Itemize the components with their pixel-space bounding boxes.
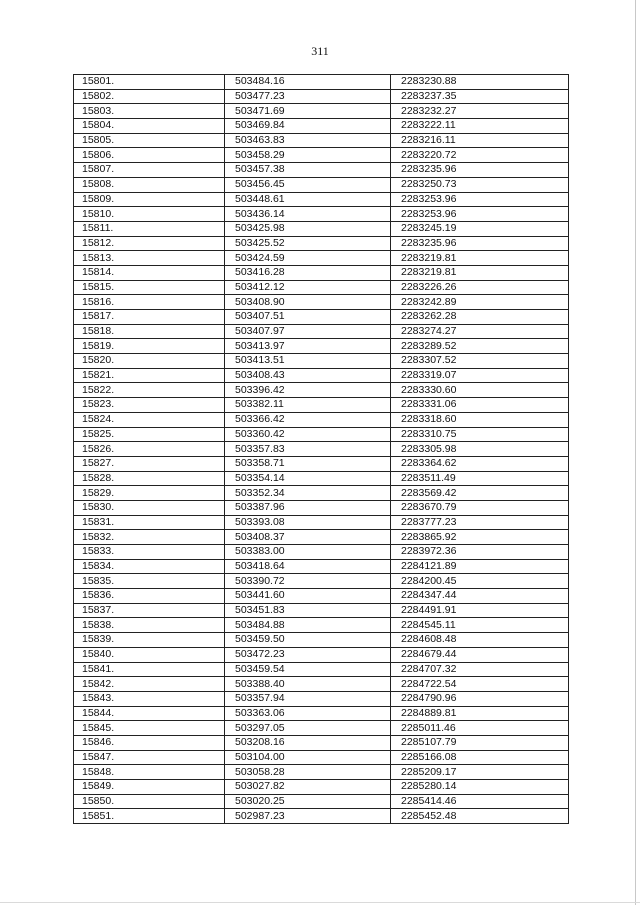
- point-id-cell: 15802.: [74, 89, 225, 104]
- y-coordinate-cell: 2283319.07: [391, 368, 569, 383]
- y-coordinate-cell: 2283253.96: [391, 192, 569, 207]
- point-id-cell: 15833.: [74, 545, 225, 560]
- x-coordinate-cell: 503413.51: [225, 354, 391, 369]
- point-id-cell: 15845.: [74, 721, 225, 736]
- y-coordinate-cell: 2283245.19: [391, 221, 569, 236]
- x-coordinate-cell: 503388.40: [225, 677, 391, 692]
- y-coordinate-cell: 2285209.17: [391, 765, 569, 780]
- table-row: [74, 735, 569, 750]
- y-coordinate-cell: 2283235.96: [391, 236, 569, 251]
- x-coordinate-cell: 503357.94: [225, 691, 391, 706]
- table-row: [74, 412, 569, 427]
- x-coordinate-cell: 503390.72: [225, 574, 391, 589]
- x-coordinate-cell: 503408.37: [225, 530, 391, 545]
- table-row: [74, 721, 569, 736]
- point-id-cell: 15815.: [74, 280, 225, 295]
- point-id-cell: 15842.: [74, 677, 225, 692]
- point-id-cell: 15813.: [74, 251, 225, 266]
- x-coordinate-cell: 503441.60: [225, 589, 391, 604]
- y-coordinate-cell: 2284707.32: [391, 662, 569, 677]
- y-coordinate-cell: 2283569.42: [391, 486, 569, 501]
- y-coordinate-cell: 2283310.75: [391, 427, 569, 442]
- y-coordinate-cell: 2283262.28: [391, 310, 569, 325]
- point-id-cell: 15834.: [74, 559, 225, 574]
- point-id-cell: 15827.: [74, 456, 225, 471]
- y-coordinate-cell: 2284679.44: [391, 647, 569, 662]
- y-coordinate-cell: 2283219.81: [391, 251, 569, 266]
- point-id-cell: 15836.: [74, 589, 225, 604]
- y-coordinate-cell: 2283219.81: [391, 265, 569, 280]
- point-id-cell: 15820.: [74, 354, 225, 369]
- x-coordinate-cell: 503020.25: [225, 794, 391, 809]
- point-id-cell: 15814.: [74, 265, 225, 280]
- table-row: [74, 589, 569, 604]
- table-row: [74, 530, 569, 545]
- x-coordinate-cell: 503424.59: [225, 251, 391, 266]
- table-row: [74, 706, 569, 721]
- y-coordinate-cell: 2283220.72: [391, 148, 569, 163]
- point-id-cell: 15831.: [74, 515, 225, 530]
- y-coordinate-cell: 2283307.52: [391, 354, 569, 369]
- table-row: [74, 148, 569, 163]
- x-coordinate-cell: 503418.64: [225, 559, 391, 574]
- table-row: [74, 354, 569, 369]
- table-row: [74, 662, 569, 677]
- point-id-cell: 15839.: [74, 633, 225, 648]
- point-id-cell: 15812.: [74, 236, 225, 251]
- table-row: [74, 809, 569, 824]
- y-coordinate-cell: 2283318.60: [391, 412, 569, 427]
- table-row: [74, 633, 569, 648]
- x-coordinate-cell: 503396.42: [225, 383, 391, 398]
- table-row: [74, 442, 569, 457]
- table-row: [74, 265, 569, 280]
- point-id-cell: 15806.: [74, 148, 225, 163]
- point-id-cell: 15841.: [74, 662, 225, 677]
- table-row: [74, 75, 569, 90]
- point-id-cell: 15846.: [74, 735, 225, 750]
- y-coordinate-cell: 2283670.79: [391, 500, 569, 515]
- y-coordinate-cell: 2285452.48: [391, 809, 569, 824]
- table-row: [74, 486, 569, 501]
- table-row: [74, 324, 569, 339]
- x-coordinate-cell: 503484.16: [225, 75, 391, 90]
- x-coordinate-cell: 503408.90: [225, 295, 391, 310]
- table-row: [74, 574, 569, 589]
- y-coordinate-cell: 2283865.92: [391, 530, 569, 545]
- y-coordinate-cell: 2283216.11: [391, 133, 569, 148]
- y-coordinate-cell: 2284722.54: [391, 677, 569, 692]
- x-coordinate-cell: 503407.97: [225, 324, 391, 339]
- x-coordinate-cell: 503382.11: [225, 398, 391, 413]
- x-coordinate-cell: 503448.61: [225, 192, 391, 207]
- table-row: [74, 310, 569, 325]
- x-coordinate-cell: 503393.08: [225, 515, 391, 530]
- x-coordinate-cell: 503297.05: [225, 721, 391, 736]
- x-coordinate-cell: 503436.14: [225, 207, 391, 222]
- y-coordinate-cell: 2285166.08: [391, 750, 569, 765]
- page-number: 311: [311, 44, 329, 58]
- x-coordinate-cell: 503477.23: [225, 89, 391, 104]
- y-coordinate-cell: 2284121.89: [391, 559, 569, 574]
- table-row: [74, 280, 569, 295]
- x-coordinate-cell: 503208.16: [225, 735, 391, 750]
- y-coordinate-cell: 2283364.62: [391, 456, 569, 471]
- point-id-cell: 15821.: [74, 368, 225, 383]
- y-coordinate-cell: 2283222.11: [391, 119, 569, 134]
- y-coordinate-cell: 2283253.96: [391, 207, 569, 222]
- point-id-cell: 15807.: [74, 163, 225, 178]
- point-id-cell: 15830.: [74, 500, 225, 515]
- y-coordinate-cell: 2284889.81: [391, 706, 569, 721]
- x-coordinate-cell: 503104.00: [225, 750, 391, 765]
- point-id-cell: 15849.: [74, 780, 225, 795]
- point-id-cell: 15817.: [74, 310, 225, 325]
- point-id-cell: 15808.: [74, 177, 225, 192]
- point-id-cell: 15848.: [74, 765, 225, 780]
- table-row: [74, 559, 569, 574]
- point-id-cell: 15824.: [74, 412, 225, 427]
- x-coordinate-cell: 503471.69: [225, 104, 391, 119]
- table-row: [74, 691, 569, 706]
- x-coordinate-cell: 503363.06: [225, 706, 391, 721]
- table-row: [74, 383, 569, 398]
- table-row: [74, 295, 569, 310]
- coordinates-table-body: [74, 75, 569, 824]
- point-id-cell: 15850.: [74, 794, 225, 809]
- x-coordinate-cell: 503366.42: [225, 412, 391, 427]
- x-coordinate-cell: 502987.23: [225, 809, 391, 824]
- y-coordinate-cell: 2283777.23: [391, 515, 569, 530]
- y-coordinate-cell: 2284347.44: [391, 589, 569, 604]
- point-id-cell: 15832.: [74, 530, 225, 545]
- table-row: [74, 647, 569, 662]
- table-row: [74, 456, 569, 471]
- table-row: [74, 545, 569, 560]
- x-coordinate-cell: 503058.28: [225, 765, 391, 780]
- y-coordinate-cell: 2285011.46: [391, 721, 569, 736]
- table-row: [74, 750, 569, 765]
- table-row: [74, 398, 569, 413]
- point-id-cell: 15847.: [74, 750, 225, 765]
- x-coordinate-cell: 503459.54: [225, 662, 391, 677]
- y-coordinate-cell: 2283235.96: [391, 163, 569, 178]
- table-row: [74, 177, 569, 192]
- y-coordinate-cell: 2283511.49: [391, 471, 569, 486]
- table-row: [74, 471, 569, 486]
- x-coordinate-cell: 503412.12: [225, 280, 391, 295]
- table-row: [74, 339, 569, 354]
- y-coordinate-cell: 2283331.06: [391, 398, 569, 413]
- y-coordinate-cell: 2283230.88: [391, 75, 569, 90]
- x-coordinate-cell: 503456.45: [225, 177, 391, 192]
- y-coordinate-cell: 2285280.14: [391, 780, 569, 795]
- y-coordinate-cell: 2283237.35: [391, 89, 569, 104]
- point-id-cell: 15822.: [74, 383, 225, 398]
- y-coordinate-cell: 2283330.60: [391, 383, 569, 398]
- table-row: [74, 368, 569, 383]
- point-id-cell: 15837.: [74, 603, 225, 618]
- x-coordinate-cell: 503425.98: [225, 221, 391, 236]
- y-coordinate-cell: 2283250.73: [391, 177, 569, 192]
- point-id-cell: 15805.: [74, 133, 225, 148]
- point-id-cell: 15801.: [74, 75, 225, 90]
- coordinates-table: [73, 74, 569, 824]
- y-coordinate-cell: 2284790.96: [391, 691, 569, 706]
- x-coordinate-cell: 503416.28: [225, 265, 391, 280]
- table-row: [74, 765, 569, 780]
- x-coordinate-cell: 503358.71: [225, 456, 391, 471]
- table-row: [74, 251, 569, 266]
- table-row: [74, 207, 569, 222]
- y-coordinate-cell: 2284491.91: [391, 603, 569, 618]
- x-coordinate-cell: 503459.50: [225, 633, 391, 648]
- x-coordinate-cell: 503413.97: [225, 339, 391, 354]
- table-row: [74, 89, 569, 104]
- y-coordinate-cell: 2285107.79: [391, 735, 569, 750]
- x-coordinate-cell: 503484.88: [225, 618, 391, 633]
- point-id-cell: 15828.: [74, 471, 225, 486]
- x-coordinate-cell: 503425.52: [225, 236, 391, 251]
- point-id-cell: 15819.: [74, 339, 225, 354]
- point-id-cell: 15826.: [74, 442, 225, 457]
- x-coordinate-cell: 503352.34: [225, 486, 391, 501]
- x-coordinate-cell: 503027.82: [225, 780, 391, 795]
- point-id-cell: 15840.: [74, 647, 225, 662]
- table-row: [74, 133, 569, 148]
- table-row: [74, 163, 569, 178]
- point-id-cell: 15823.: [74, 398, 225, 413]
- point-id-cell: 15838.: [74, 618, 225, 633]
- x-coordinate-cell: 503457.38: [225, 163, 391, 178]
- table-row: [74, 780, 569, 795]
- point-id-cell: 15835.: [74, 574, 225, 589]
- y-coordinate-cell: 2283305.98: [391, 442, 569, 457]
- y-coordinate-cell: 2284200.45: [391, 574, 569, 589]
- y-coordinate-cell: 2284608.48: [391, 633, 569, 648]
- x-coordinate-cell: 503383.00: [225, 545, 391, 560]
- y-coordinate-cell: 2283289.52: [391, 339, 569, 354]
- point-id-cell: 15844.: [74, 706, 225, 721]
- x-coordinate-cell: 503354.14: [225, 471, 391, 486]
- table-row: [74, 677, 569, 692]
- point-id-cell: 15843.: [74, 691, 225, 706]
- point-id-cell: 15825.: [74, 427, 225, 442]
- point-id-cell: 15851.: [74, 809, 225, 824]
- x-coordinate-cell: 503463.83: [225, 133, 391, 148]
- table-row: [74, 221, 569, 236]
- table-row: [74, 515, 569, 530]
- x-coordinate-cell: 503387.96: [225, 500, 391, 515]
- scan-edge: [635, 0, 636, 905]
- point-id-cell: 15816.: [74, 295, 225, 310]
- scan-edge: [0, 902, 640, 903]
- point-id-cell: 15818.: [74, 324, 225, 339]
- point-id-cell: 15810.: [74, 207, 225, 222]
- table-row: [74, 236, 569, 251]
- x-coordinate-cell: 503472.23: [225, 647, 391, 662]
- y-coordinate-cell: 2284545.11: [391, 618, 569, 633]
- y-coordinate-cell: 2283232.27: [391, 104, 569, 119]
- x-coordinate-cell: 503408.43: [225, 368, 391, 383]
- table-row: [74, 104, 569, 119]
- point-id-cell: 15809.: [74, 192, 225, 207]
- table-row: [74, 794, 569, 809]
- point-id-cell: 15829.: [74, 486, 225, 501]
- y-coordinate-cell: 2283226.26: [391, 280, 569, 295]
- point-id-cell: 15811.: [74, 221, 225, 236]
- table-row: [74, 618, 569, 633]
- table-row: [74, 603, 569, 618]
- x-coordinate-cell: 503360.42: [225, 427, 391, 442]
- table-row: [74, 119, 569, 134]
- x-coordinate-cell: 503458.29: [225, 148, 391, 163]
- y-coordinate-cell: 2283274.27: [391, 324, 569, 339]
- x-coordinate-cell: 503357.83: [225, 442, 391, 457]
- y-coordinate-cell: 2283972.36: [391, 545, 569, 560]
- point-id-cell: 15803.: [74, 104, 225, 119]
- table-row: [74, 500, 569, 515]
- x-coordinate-cell: 503469.84: [225, 119, 391, 134]
- table-row: [74, 427, 569, 442]
- y-coordinate-cell: 2283242.89: [391, 295, 569, 310]
- x-coordinate-cell: 503451.83: [225, 603, 391, 618]
- y-coordinate-cell: 2285414.46: [391, 794, 569, 809]
- x-coordinate-cell: 503407.51: [225, 310, 391, 325]
- point-id-cell: 15804.: [74, 119, 225, 134]
- table-row: [74, 192, 569, 207]
